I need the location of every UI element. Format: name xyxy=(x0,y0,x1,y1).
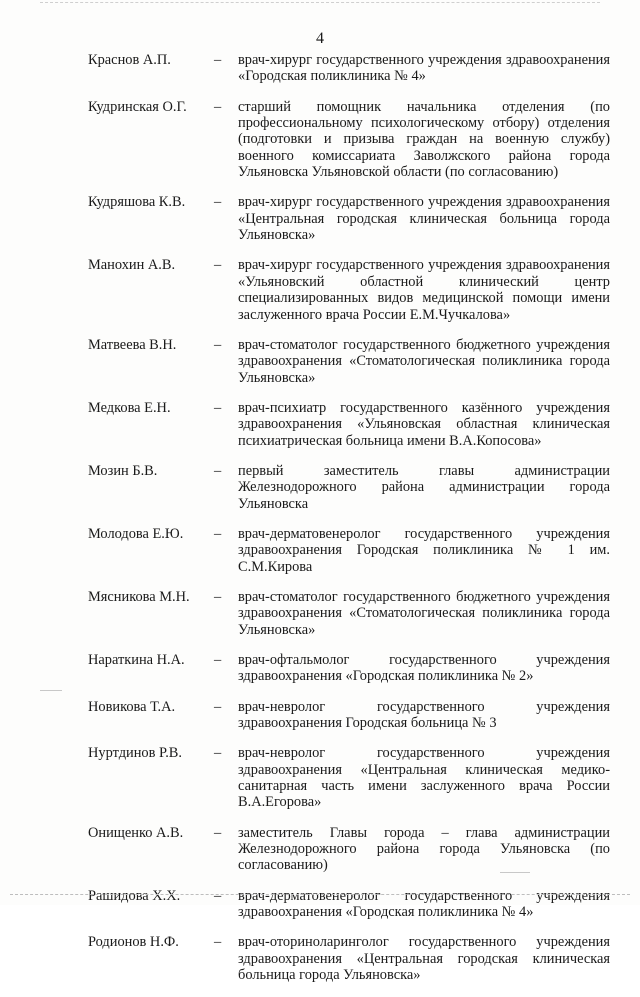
person-name: Мясникова М.Н. xyxy=(88,588,190,605)
list-item xyxy=(88,463,610,512)
list-item xyxy=(88,194,610,243)
person-name: Родионов Н.Ф. xyxy=(88,934,179,951)
person-name: Мозин Б.В. xyxy=(88,462,158,479)
list-item xyxy=(88,337,610,386)
person-position: врач-стоматолог государственного бюджетного учреждения здравоохранения «Стоматологическая поликлиника города Ульяновска» xyxy=(238,588,610,638)
person-position: врач-дерматовенеролог государственного учреждения здравоохранения «Городская поликлиника № 4» xyxy=(238,887,610,921)
list-item xyxy=(88,526,610,575)
list-item xyxy=(88,99,610,181)
person-name: Онищенко А.В. xyxy=(88,824,184,841)
person-position: врач-психиатр государственного казённого учреждения здравоохранения «Ульяновская областная клиническая психиатрическая больница имени В.А.Копосова» xyxy=(238,399,610,449)
list-item xyxy=(88,52,610,85)
person-position: врач-офтальмолог государственного учреждения здравоохранения «Городская поликлиника № 2» xyxy=(238,651,610,685)
separator-dash: – xyxy=(214,52,222,68)
person-name: Нуртдинов Р.В. xyxy=(88,745,183,762)
list-item xyxy=(88,745,610,811)
separator-dash: – xyxy=(214,525,222,542)
person-name: Кудринская О.Г. xyxy=(88,98,187,115)
person-name: Кудряшова К.В. xyxy=(88,194,186,211)
person-position: врач-оториноларинголог государственного учреждения здравоохранения «Центральная городская клиническая больница города Ульяновска» xyxy=(238,934,610,984)
person-position: первый заместитель главы администрации Железнодорожного района администрации города Ульяновска xyxy=(238,462,610,512)
person-name: Рашидова Х.Х. xyxy=(88,887,181,904)
person-position: врач-хирург государственного учреждения здравоохранения «Городская поликлиника № 4» xyxy=(238,52,610,85)
list-item xyxy=(88,888,610,921)
scan-artifact xyxy=(500,872,530,873)
scan-edge-bottom xyxy=(10,894,630,896)
separator-dash: – xyxy=(214,462,222,479)
list-item xyxy=(88,825,610,874)
list-item xyxy=(88,652,610,685)
person-name: Молодова Е.Ю. xyxy=(88,525,184,542)
person-position: врач-хирург государственного учреждения здравоохранения «Центральная городская клиническая больница города Ульяновска» xyxy=(238,194,610,244)
list-item xyxy=(88,400,610,449)
separator-dash: – xyxy=(214,887,222,904)
person-name: Новикова Т.А. xyxy=(88,698,176,715)
page-number: 4 xyxy=(316,30,324,47)
scan-artifact xyxy=(40,690,62,691)
separator-dash: – xyxy=(214,588,222,605)
list-item xyxy=(88,699,610,732)
separator-dash: – xyxy=(214,336,222,353)
scan-edge-top xyxy=(40,2,600,4)
person-name: Матвеева В.Н. xyxy=(88,336,177,353)
separator-dash: – xyxy=(214,824,222,841)
person-name: Нараткина Н.А. xyxy=(88,651,185,668)
separator-dash: – xyxy=(214,399,222,416)
list-item xyxy=(88,589,610,638)
person-name: Медкова Е.Н. xyxy=(88,399,171,416)
list-item xyxy=(88,257,610,323)
separator-dash: – xyxy=(214,257,222,274)
member-list xyxy=(88,52,610,997)
person-position: старший помощник начальника отделения (по профессиональному психологическому отбору) отделения (подготовки и призыва граждан на военную службу) военного комиссариата Заволжского района города Ульяновска Ульяновской области (по согласованию) xyxy=(238,98,610,181)
separator-dash: – xyxy=(214,745,222,762)
separator-dash: – xyxy=(214,98,222,115)
person-position: врач-невролог государственного учреждения здравоохранения Городская больница № 3 xyxy=(238,698,610,731)
person-name: Манохин А.В. xyxy=(88,257,176,274)
person-position: заместитель Главы города – глава администрации Железнодорожного района города Ульяновска (по согласованию) xyxy=(238,824,610,874)
separator-dash: – xyxy=(214,651,222,668)
list-item xyxy=(88,934,610,983)
separator-dash: – xyxy=(214,698,222,715)
person-position: врач-невролог государственного учреждения здравоохранения «Центральная клиническая медико-санитарная часть имени заслуженного врача России В.А.Егорова» xyxy=(238,745,610,811)
person-position: врач-стоматолог государственного бюджетного учреждения здравоохранения «Стоматологическая поликлиника города Ульяновска» xyxy=(238,336,610,386)
separator-dash: – xyxy=(214,194,222,211)
person-position: врач-хирург государственного учреждения здравоохранения «Ульяновский областной клинический центр специализированных видов медицинской помощи имени заслуженного врача России Е.М.Чучкалова» xyxy=(238,257,610,323)
person-position: врач-дерматовенеролог государственного учреждения здравоохранения Городская поликлиника № 1 им. С.М.Кирова xyxy=(238,525,610,575)
separator-dash: – xyxy=(214,934,222,951)
person-name: Краснов А.П. xyxy=(88,52,171,68)
